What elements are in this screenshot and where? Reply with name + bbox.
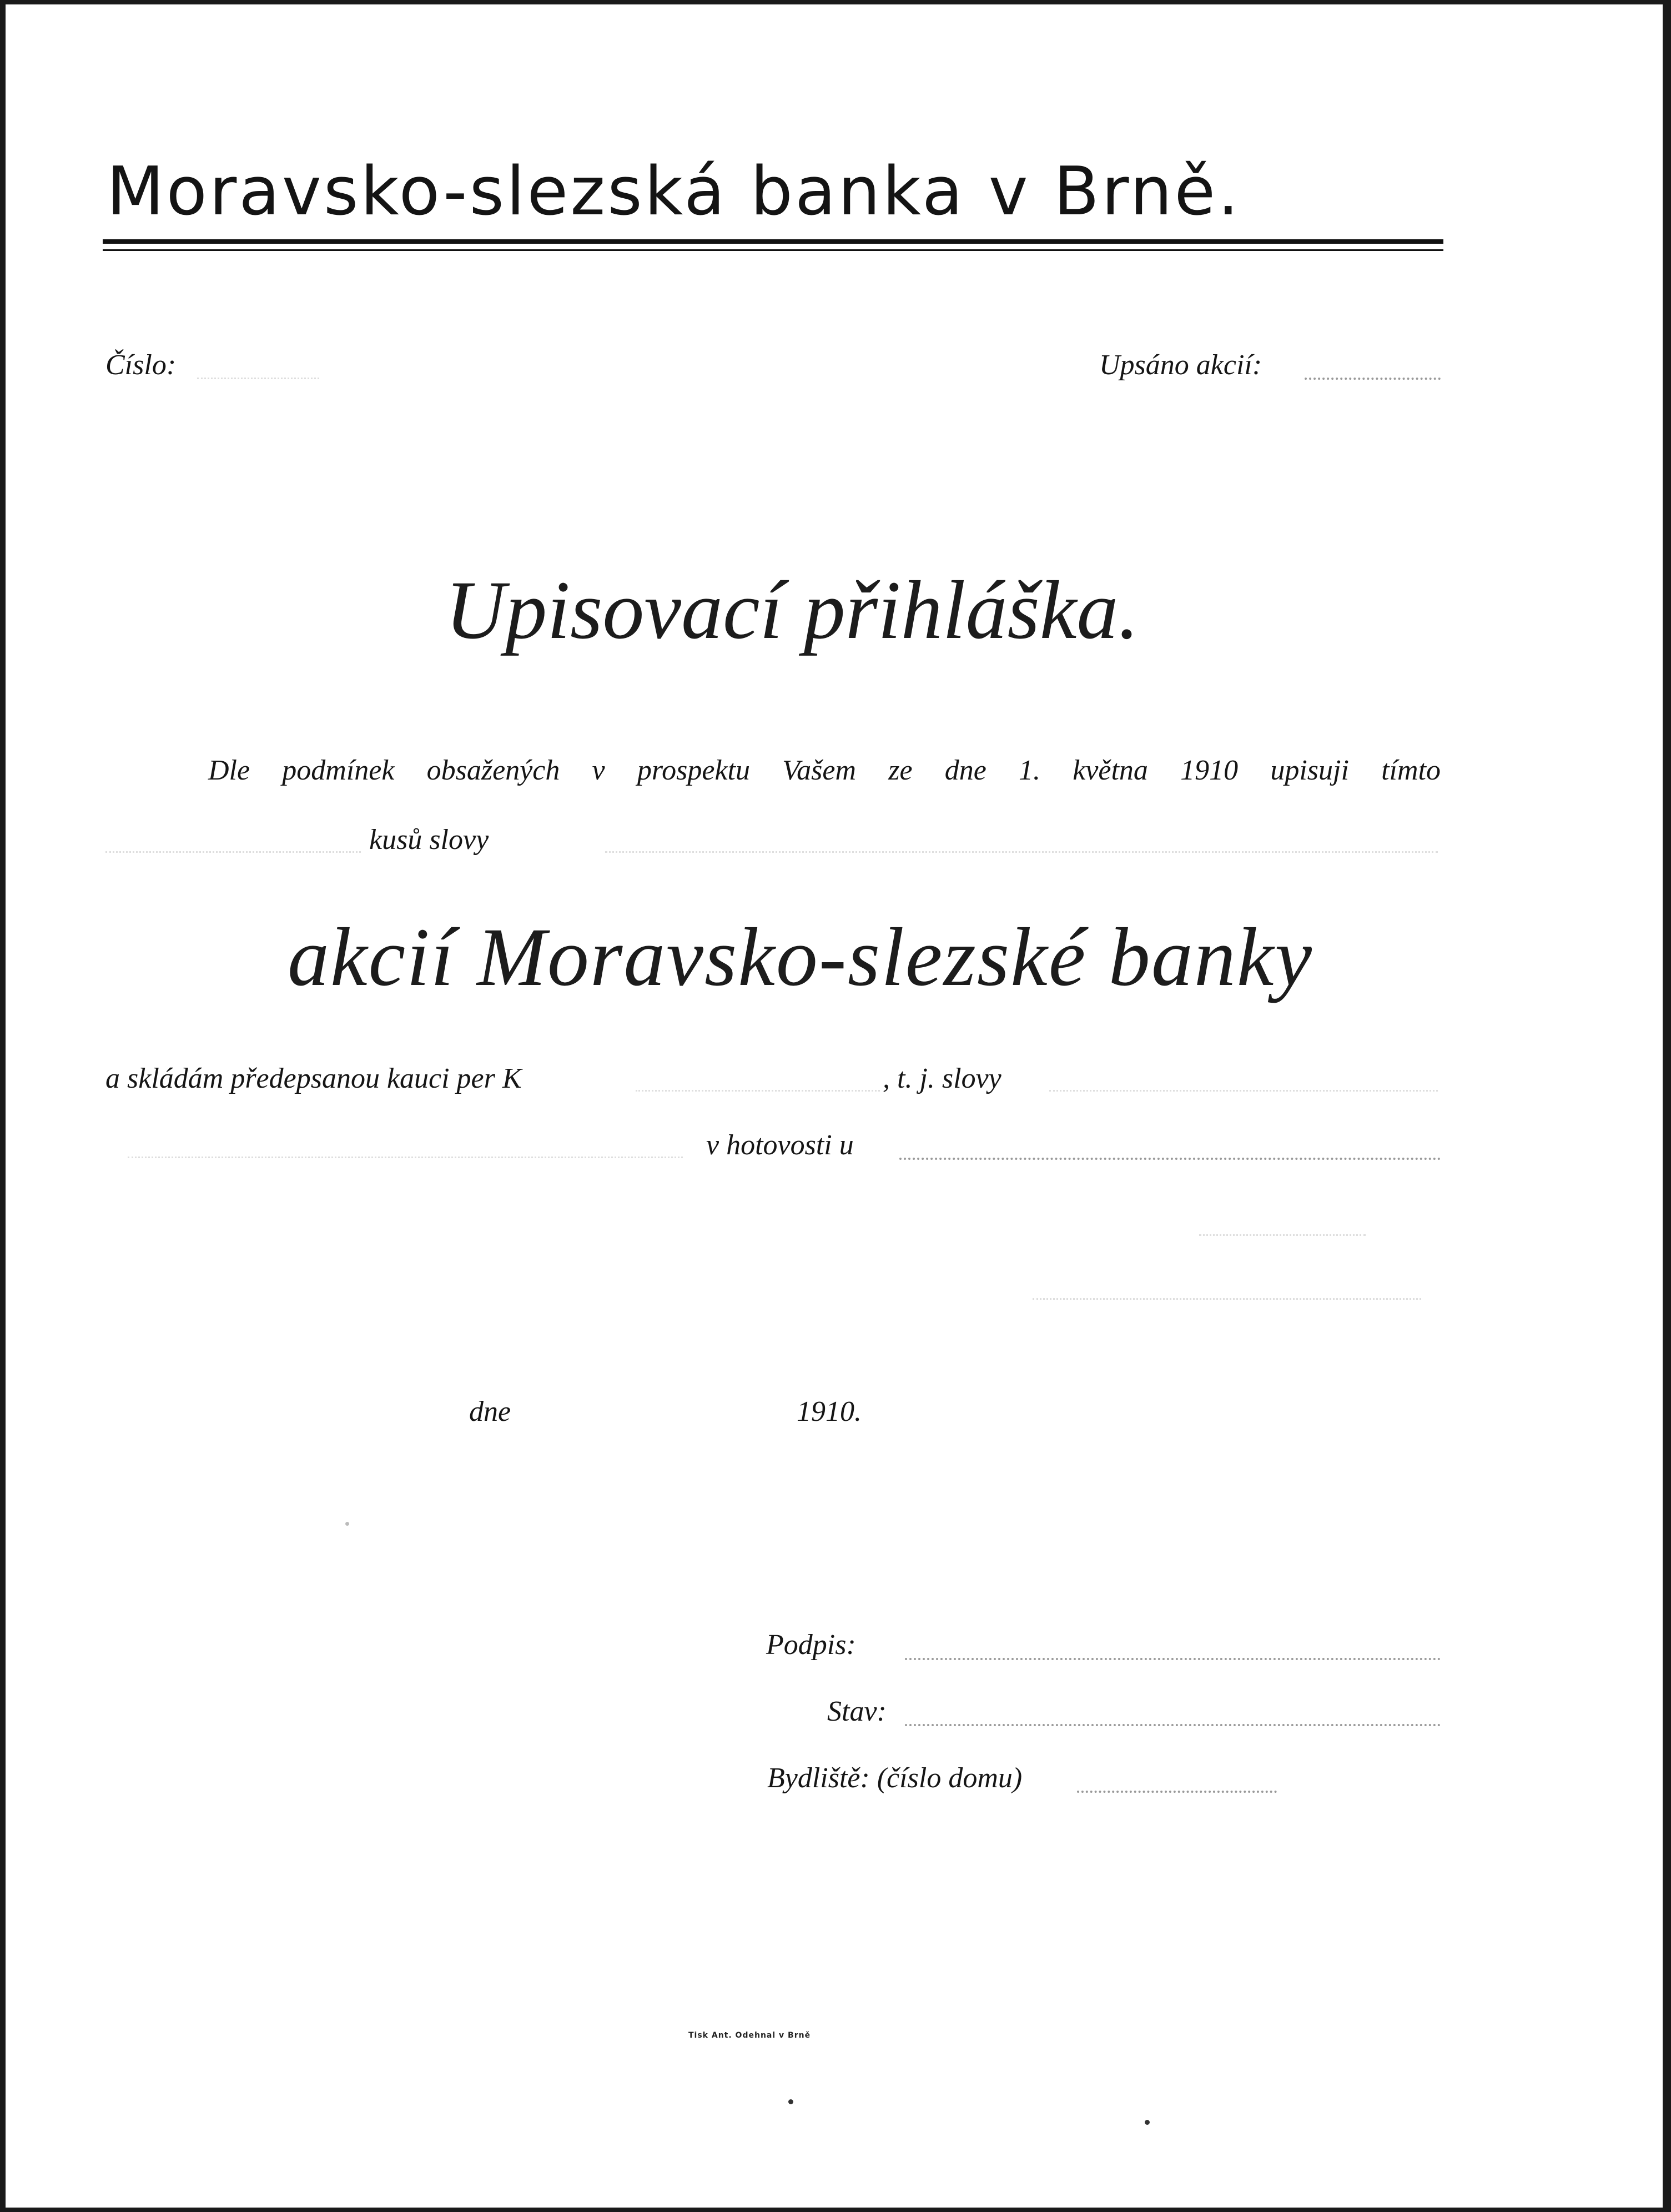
printer-imprint: Tisk Ant. Odehnal v Brně xyxy=(688,2031,811,2040)
header-rule-thin xyxy=(103,249,1443,251)
year-label: 1910. xyxy=(797,1396,862,1427)
kusu-slovy-label: kusů slovy xyxy=(369,824,489,856)
faint-line xyxy=(1033,1298,1421,1300)
cislo-label: Číslo: xyxy=(105,349,177,381)
header-rule-thick xyxy=(103,239,1443,244)
kauce-label: a skládám předepsanou kauci per K xyxy=(105,1063,522,1094)
kusu-count-line[interactable] xyxy=(105,851,361,853)
hotovosti-label: v hotovosti u xyxy=(706,1129,854,1161)
intro-line: Dle podmínek obsažených v prospektu Vašem ze dne 1. května 1910 upisuji tímto xyxy=(208,755,1441,786)
faint-line xyxy=(1199,1234,1366,1236)
cislo-field-line[interactable] xyxy=(197,378,319,379)
bydliste-label: Bydliště: (číslo domu) xyxy=(767,1762,1023,1794)
tj-slovy-label: , t. j. slovy xyxy=(883,1063,1001,1094)
speck xyxy=(345,1522,349,1526)
dne-label: dne xyxy=(469,1396,511,1427)
kauce-words-line-2[interactable] xyxy=(128,1157,683,1158)
bank-name-heading: Moravsko-slezská banka v Brně. xyxy=(107,153,1241,230)
bydliste-field-line[interactable] xyxy=(1077,1791,1277,1793)
document-page xyxy=(6,4,1663,2208)
kusu-words-line[interactable] xyxy=(605,851,1438,853)
podpis-field-line[interactable] xyxy=(905,1658,1441,1660)
hotovosti-field-line[interactable] xyxy=(899,1158,1441,1160)
kauce-words-line[interactable] xyxy=(1049,1090,1438,1092)
speck xyxy=(788,2099,793,2104)
akcii-heading: akcií Moravsko-slezské banky xyxy=(288,911,1313,1003)
upsano-field-line[interactable] xyxy=(1305,378,1441,380)
kauce-amount-line[interactable] xyxy=(636,1090,880,1092)
stav-label: Stav: xyxy=(827,1696,887,1727)
speck xyxy=(1145,2120,1150,2125)
podpis-label: Podpis: xyxy=(766,1629,856,1661)
form-title: Upisovací přihláška. xyxy=(445,564,1139,656)
stav-field-line[interactable] xyxy=(905,1724,1441,1726)
upsano-label: Upsáno akcií: xyxy=(1099,349,1262,381)
